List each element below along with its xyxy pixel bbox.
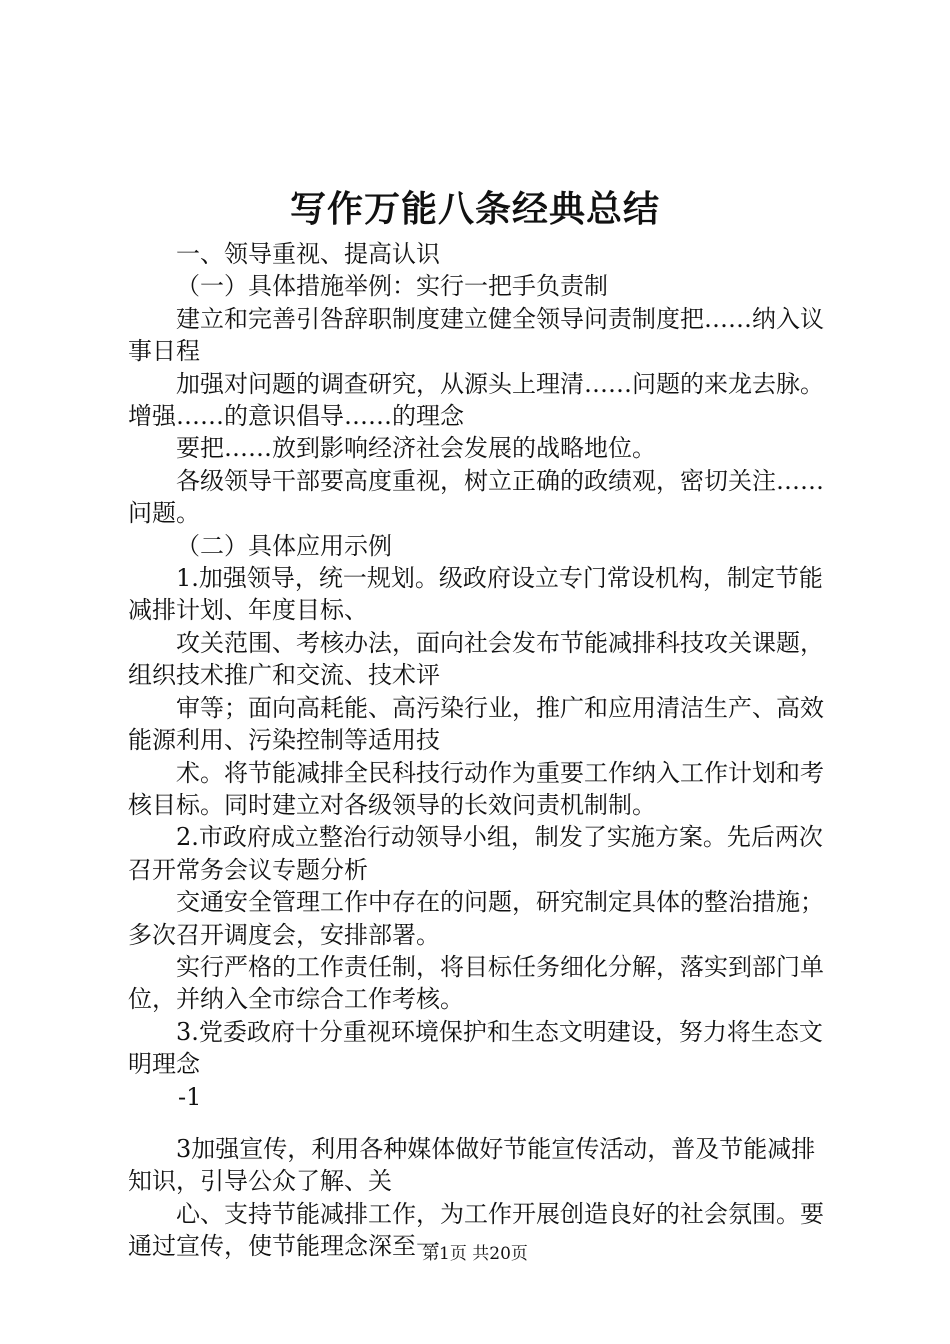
body-paragraph: 3加强宣传，利用各种媒体做好节能宣传活动，普及节能减排知识，引导公众了解、关 [128,1134,816,1196]
body-paragraph: 建立和完善引咎辞职制度建立健全领导问责制度把……纳入议事日程 [128,304,824,366]
page-footer: 第1页 共20页 [422,1244,528,1264]
body-paragraph: 心、支持节能减排工作，为工作开展创造良好的社会氛围。要通过宣传，使节能理念深至一 [128,1199,824,1261]
body-paragraph: 加强对问题的调查研究，从源头上理清……问题的来龙去脉。增强……的意识倡导……的理念 [128,369,824,431]
section-heading: 一、领导重视、提高认识 [176,240,440,268]
inline-page-marker: -1 [178,1082,202,1111]
body-paragraph: 术。将节能减排全民科技行动作为重要工作纳入工作计划和考核目标。同时建立对各级领导的长效问责机制制。 [128,758,824,819]
body-paragraph: 审等；面向高耗能、高污染行业，推广和应用清洁生产、高效能源利用、污染控制等适用技 [128,693,824,755]
body-paragraph: 实行严格的工作责任制，将目标任务细化分解，落实到部门单位，并纳入全市综合工作考核。 [128,952,824,1014]
document-title: 写作万能八条经典总结 [289,188,660,230]
body-paragraph: 1.加强领导，统一规划。级政府设立专门常设机构，制定节能减排计划、年度目标、 [128,564,823,625]
subsection-heading: （一）具体措施举例：实行一把手负责制 [176,272,608,301]
spacer [128,1113,838,1133]
body-paragraph: 2.市政府成立整治行动领导小组，制发了实施方案。先后两次召开常务会议专题分析 [128,823,823,884]
body-paragraph: 要把……放到影响经济社会发展的战略地位。 [176,434,656,463]
body-paragraph: 各级领导干部要高度重视，树立正确的政绩观，密切关注……问题。 [128,466,824,528]
document-body [128,238,838,1263]
body-paragraph: 攻关范围、考核办法，面向社会发布节能减排科技攻关课题，组织技术推广和交流、技术评 [128,628,824,690]
body-paragraph: 3.党委政府十分重视环境保护和生态文明建设，努力将生态文明理念 [128,1017,823,1079]
subsection-heading: （二）具体应用示例 [176,531,392,560]
body-paragraph: 交通安全管理工作中存在的问题，研究制定具体的整治措施；多次召开调度会，安排部署。 [128,888,824,949]
